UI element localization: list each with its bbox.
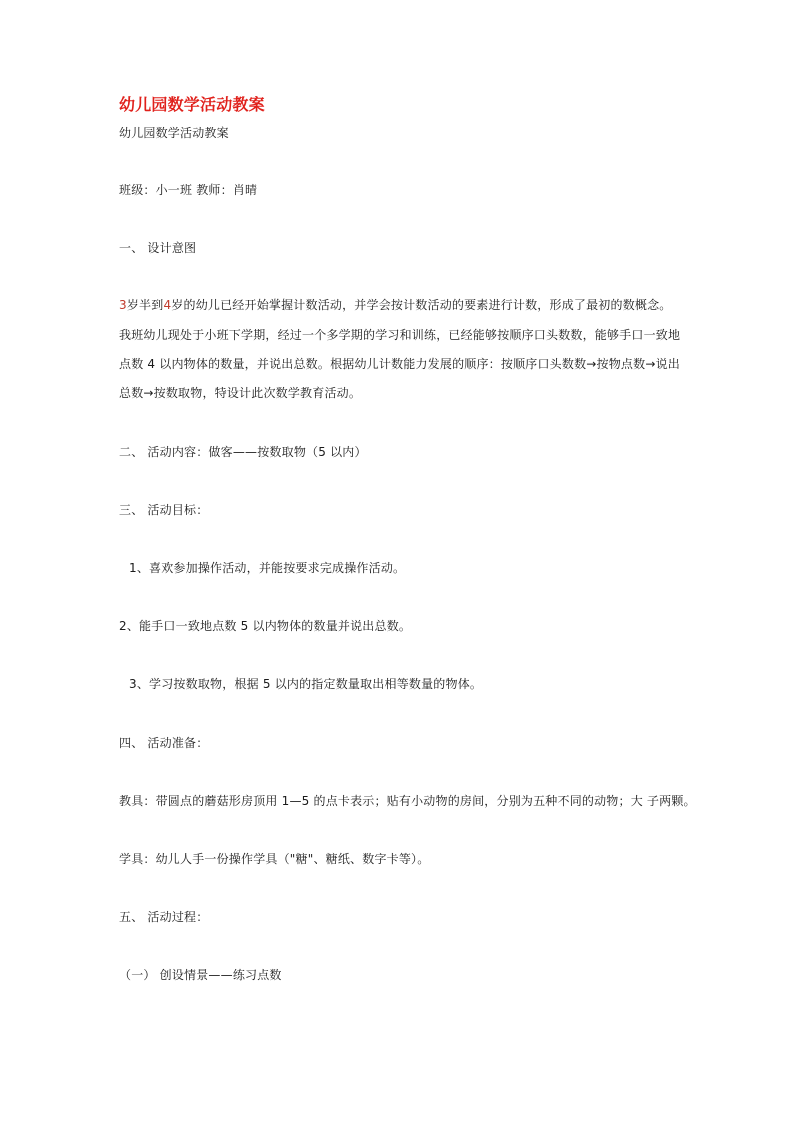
- intro-paragraph-line-1: [119, 299, 672, 311]
- goal-item-1: 1、喜欢参加操作活动，并能按要求完成操作活动。: [129, 561, 406, 575]
- intro-paragraph-line-4: 总数→按数取物，特设计此次数学教育活动。: [119, 386, 362, 400]
- prep-student-materials: 学具：幼儿人手一份操作学具（"糖"、糖纸、数字卡等）。: [119, 852, 430, 866]
- goal-item-2: 2、能手口一致地点数 5 以内物体的数量并说出总数。: [119, 619, 412, 633]
- class-info: 班级：小一班 教师：肖晴: [119, 183, 258, 197]
- document-title: 幼儿园数学活动教案: [119, 95, 265, 114]
- section-heading-preparation: 四、 活动准备：: [119, 736, 209, 750]
- document-subtitle: 幼儿园数学活动教案: [119, 126, 229, 140]
- intro-number-3: 3: [119, 298, 127, 312]
- intro-paragraph-line-2: 我班幼儿现处于小班下学期，经过一个多学期的学习和训练，已经能够按顺序口头数数，能够手口一致地: [119, 328, 681, 342]
- step-heading-1: （一） 创设情景——练习点数: [119, 968, 282, 982]
- intro-text-b: 岁的幼儿已经开始掌握计数活动，并学会按计数活动的要素进行计数，形成了最初的数概念。: [171, 298, 672, 312]
- goal-item-3: 3、学习按数取物，根据 5 以内的指定数量取出相等数量的物体。: [129, 677, 483, 691]
- prep-teaching-aids: 教具：带圆点的蘑菇形房顶用 1—5 的点卡表示；贴有小动物的房间，分别为五种不同的动物；大 子两颗。: [119, 794, 696, 808]
- intro-number-4: 4: [163, 298, 172, 312]
- section-heading-activity-goals: 三、 活动目标：: [119, 503, 209, 517]
- section-heading-activity-content: 二、 活动内容：做客——按数取物（5 以内）: [119, 445, 367, 459]
- intro-paragraph-line-3: 点数 4 以内物体的数量，并说出总数。根据幼儿计数能力发展的顺序：按顺序口头数数→按物点数→说出: [119, 357, 680, 371]
- section-heading-design-intent: 一、 设计意图: [119, 241, 197, 255]
- intro-text-a: 岁半到: [126, 298, 164, 312]
- section-heading-process: 五、 活动过程：: [119, 910, 209, 924]
